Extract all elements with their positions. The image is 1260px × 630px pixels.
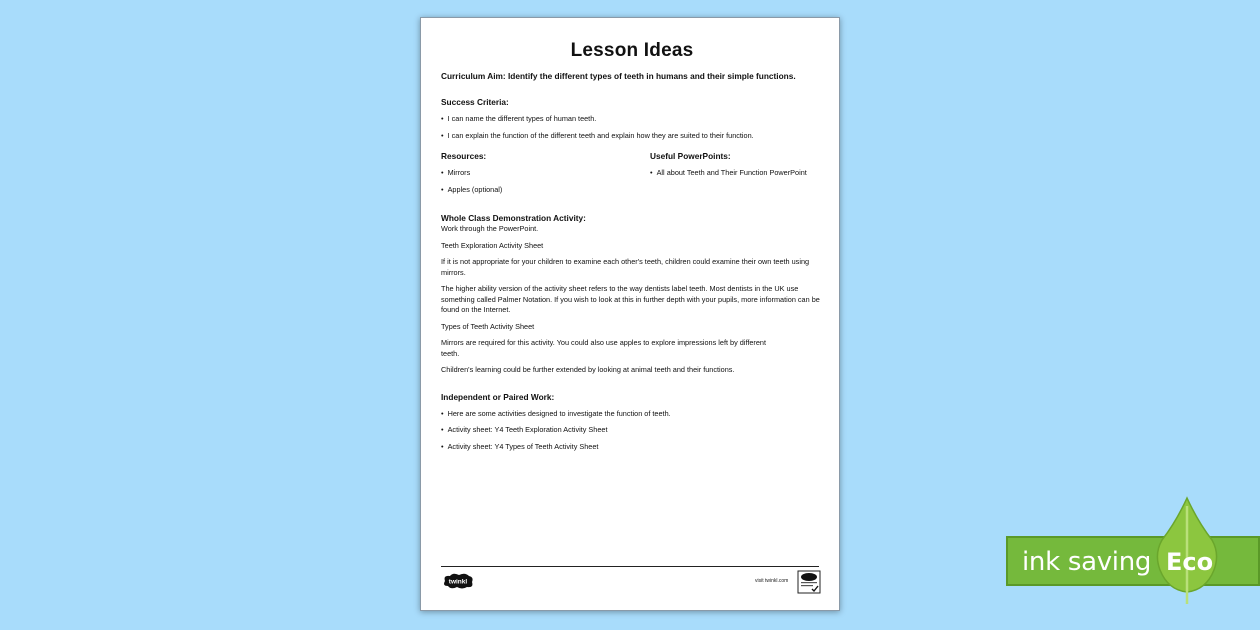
sheet-content [441, 40, 823, 462]
resources-item: • Apples (optional) [441, 185, 650, 196]
whole-class-paragraph: Children's learning could be further extended by looking at animal teeth and their functions. [441, 365, 735, 374]
success-criteria-item: • I can name the different types of human teeth. [441, 114, 823, 125]
whole-class-section [441, 213, 823, 376]
independent-item: • Activity sheet: Y4 Teeth Exploration Activity Sheet [441, 425, 823, 436]
powerpoints-item: • All about Teeth and Their Function PowerPoint [650, 168, 823, 179]
whole-class-heading: Whole Class Demonstration Activity: [441, 213, 586, 223]
success-criteria-item: • I can explain the function of the different teeth and explain how they are suited to their function. [441, 131, 823, 142]
resources-section [441, 151, 650, 201]
whole-class-paragraph: The higher ability version of the activity sheet refers to the way dentists label teeth. Most dentists in the UK use something called Palmer Notation. If you wish to look at this in further depth with your pupils, more information can be found on the Internet. [441, 284, 820, 314]
ink-saving-eco-badge [1006, 496, 1260, 606]
powerpoints-heading: Useful PowerPoints: [650, 151, 731, 161]
resources-row [441, 151, 823, 201]
curriculum-aim: Curriculum Aim: Identify the different types of teeth in humans and their simple functions. [441, 71, 796, 81]
whole-class-paragraph: Teeth Exploration Activity Sheet [441, 240, 544, 250]
twinkl-logo-text: twinkl [448, 578, 468, 586]
independent-heading: Independent or Paired Work: [441, 391, 555, 402]
twinkl-logo [441, 572, 475, 590]
whole-class-paragraph: If it is not appropriate for your children to examine each other's teeth, children could examine their own teeth using mirrors. [441, 257, 810, 277]
eco-word: Eco [1166, 548, 1214, 576]
ink-saving-label: ink saving [1022, 547, 1152, 577]
footer-url: visit twinkl.com [755, 578, 789, 584]
lesson-ideas-sheet [420, 17, 840, 611]
success-criteria-section [441, 97, 823, 141]
independent-section [441, 392, 823, 453]
whole-class-paragraph: Mirrors are required for this activity. You could also use apples to explore impressions left by different teeth. [441, 338, 767, 358]
independent-item: • Activity sheet: Y4 Types of Teeth Activity Sheet [441, 442, 823, 453]
resources-heading: Resources: [441, 151, 487, 161]
success-criteria-heading: Success Criteria: [441, 97, 509, 107]
page-title: Lesson Ideas [570, 40, 694, 61]
quality-badge-icon [797, 570, 821, 594]
whole-class-paragraph: Work through the PowerPoint. [441, 224, 539, 233]
independent-item: • Here are some activities designed to investigate the function of teeth. [441, 409, 823, 420]
eco-banner [1006, 536, 1260, 586]
whole-class-paragraph: Types of Teeth Activity Sheet [441, 321, 535, 331]
powerpoints-section [650, 151, 823, 201]
resources-item: • Mirrors [441, 168, 650, 179]
footer-divider [441, 566, 819, 567]
